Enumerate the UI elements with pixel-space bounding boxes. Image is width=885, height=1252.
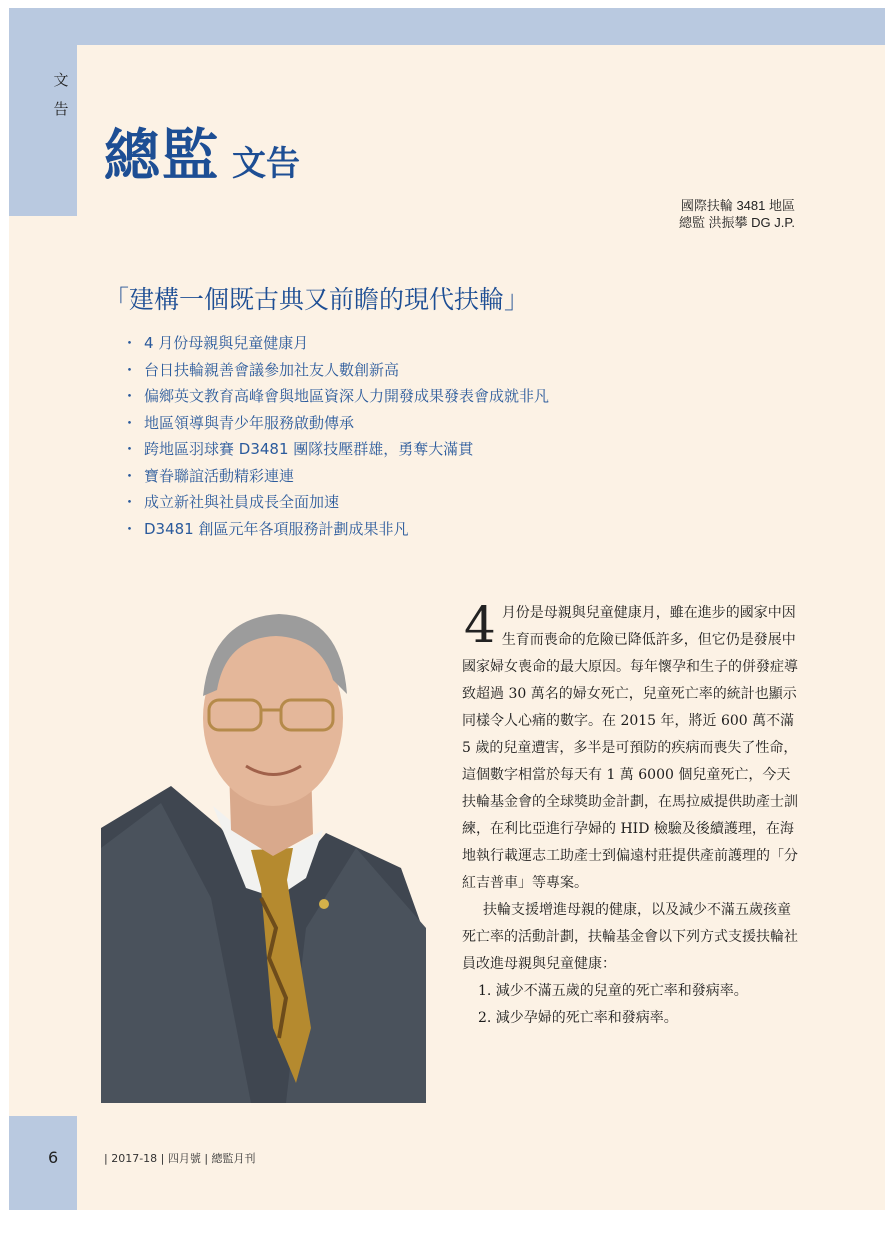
list-item-text: 寶眷聯誼活動精彩連連 — [144, 466, 295, 485]
page-number-tab — [9, 1116, 77, 1210]
author-portrait — [101, 598, 426, 1103]
section-label-char: 文 — [53, 71, 69, 89]
bullet-icon: ・ — [122, 334, 138, 352]
drop-cap: 4 — [464, 596, 496, 654]
bullet-icon: ・ — [122, 440, 138, 458]
list-item — [122, 516, 549, 543]
page-number: 6 — [48, 1148, 59, 1167]
section-label — [52, 66, 70, 124]
title-main: 總監 — [104, 124, 220, 189]
list-item — [122, 357, 549, 384]
article-list-item: 2. 減少孕婦的死亡率和發病率。 — [478, 1010, 678, 1026]
author-name: 總監 洪振攀 DG J.P. — [678, 215, 795, 230]
bullet-icon: ・ — [122, 466, 138, 485]
page-title — [104, 112, 300, 192]
paragraph-text: 月份是母親與兒童健康月，雖在進步的國家中因生育而喪命的危險已降低許多，但它仍是發展中國家婦女喪命的最大原因。每年懷孕和生子的併發症導致超過 30 萬名的婦女死亡，兒童死亡率的統計也顯示同樣令人心痛的數字。在 2015 年，將近 600 萬不滿 5 歲的兒童遭害，多半是可預防的疾病而喪失了性命，這個數字相當於每天有 1 萬 6000 個兒童死亡，今天扶輪基金會的全球獎助金計劃，在馬拉威提供助產士訓練，在利比亞進行孕婦的 HID 檢驗及後續護理，在海地執行載運志工助產士到偏遠村莊提供產前護理的「分紅吉普車」等專案。 — [462, 605, 798, 891]
list-item-text: 4 月份母親與兒童健康月 — [144, 334, 309, 352]
author-district: 國際扶輪 3481 地區 — [680, 198, 795, 213]
bullet-icon: ・ — [122, 413, 138, 432]
title-sub: 文告 — [232, 144, 300, 184]
list-item — [122, 489, 549, 516]
article-list-item: 1. 減少不滿五歲的兒童的死亡率和發病率。 — [478, 983, 748, 999]
article-paragraph — [462, 596, 802, 897]
list-item — [122, 463, 549, 490]
bullet-icon: ・ — [122, 493, 138, 511]
footer-text: | 2017-18 | 四月號 | 總監月刊 — [104, 1152, 256, 1165]
list-item-text: 跨地區羽球賽 D3481 團隊技壓群雄，勇奪大滿貫 — [144, 440, 474, 458]
list-item-text: 偏鄉英文教育高峰會與地區資深人力開發成果發表會成就非凡 — [144, 387, 550, 405]
list-item — [122, 330, 549, 357]
list-item-text: D3481 創區元年各項服務計劃成果非凡 — [144, 519, 409, 538]
header-band — [9, 8, 885, 45]
section-label-char: 告 — [53, 100, 69, 118]
bullet-icon: ・ — [122, 519, 138, 538]
list-item-text: 成立新社與社員成長全面加速 — [144, 493, 340, 511]
list-item-text: 地區領導與青少年服務啟動傳承 — [144, 413, 355, 432]
bullet-icon: ・ — [122, 360, 138, 379]
article-body — [462, 596, 802, 1032]
list-item — [122, 383, 549, 410]
article-paragraph: 扶輪支援增進母親的健康，以及減少不滿五歲孩童死亡率的活動計劃，扶輪基金會以下列方式支援扶輪社員改進母親與兒童健康： — [462, 902, 798, 972]
list-item — [122, 436, 549, 463]
headline: 「建構一個既古典又前瞻的現代扶輪」 — [104, 285, 530, 314]
author-block — [679, 197, 795, 231]
highlights-list — [122, 330, 549, 542]
portrait-illustration — [101, 598, 426, 1103]
bullet-icon: ・ — [122, 387, 138, 405]
list-item — [122, 410, 549, 437]
list-item-text: 台日扶輪親善會議參加社友人數創新高 — [144, 360, 400, 379]
